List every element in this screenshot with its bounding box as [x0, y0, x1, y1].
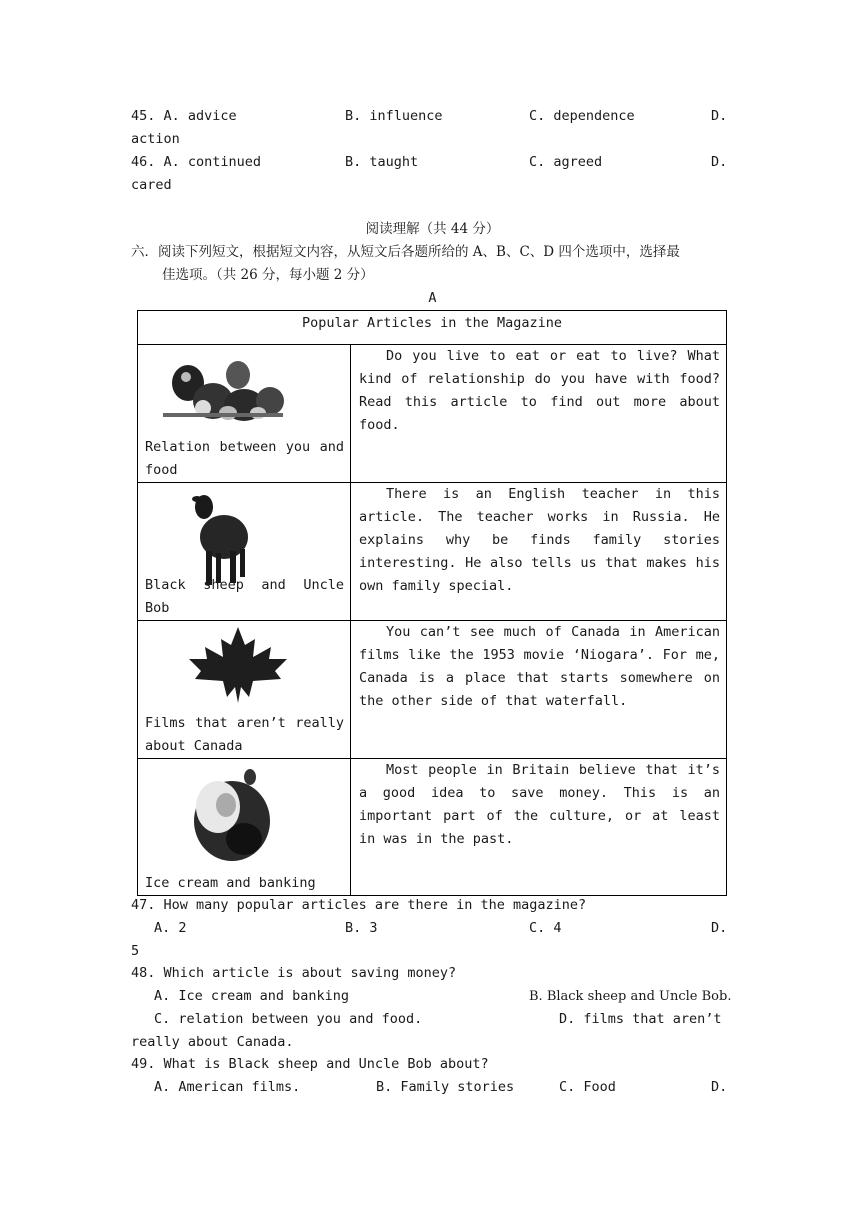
- section-heading: 阅读理解（共 44 分）: [365, 221, 500, 237]
- q46-option-a: 46. A. continued: [131, 154, 262, 170]
- table-row: [138, 759, 727, 896]
- q47-stem: 47. How many popular articles are there in the magazine?: [131, 897, 587, 913]
- part-six-instruction-line2: 佳选项。（共 26 分，每小题 2 分）: [162, 267, 374, 283]
- q49-option-d: D.: [711, 1079, 728, 1095]
- row-description: There is an English teacher in this article. The teacher works in Russia. He explains why be finds family stories interesting. He also tells us that makes his own family special.: [359, 486, 720, 594]
- q47-option-d: D.: [711, 920, 728, 936]
- q49-option-a: A. American films.: [154, 1079, 301, 1095]
- q46-option-d-text: cared: [131, 177, 172, 193]
- row-description: You can’t see much of Canada in American films like the 1953 movie ‘Niogara’. For me, Canada is a place that starts somewhere on the other side of that waterfall.: [359, 624, 720, 709]
- table-row: [138, 621, 727, 759]
- q49-option-c: C. Food: [559, 1079, 616, 1095]
- q48-option-d-text: really about Canada.: [131, 1034, 294, 1050]
- q47-option-a: A. 2: [154, 920, 187, 936]
- q45-option-b: B. influence: [345, 108, 443, 124]
- table-title: Popular Articles in the Magazine: [138, 311, 727, 345]
- q47-option-b: B. 3: [345, 920, 378, 936]
- q48-stem: 48. Which article is about saving money?: [131, 965, 457, 981]
- row-caption: Relation between you and food: [145, 439, 344, 478]
- passage-label: A: [428, 290, 437, 306]
- q48-option-b: B. Black sheep and Uncle Bob.: [529, 989, 732, 1004]
- row-description: Most people in Britain believe that it’s a good idea to save money. This is an important part of the culture, or at least in was in the past.: [359, 762, 720, 847]
- q48-option-c: C. relation between you and food.: [154, 1011, 423, 1027]
- table-row: [138, 483, 727, 621]
- row-caption: Ice cream and banking: [145, 875, 316, 891]
- maple-leaf-image: [183, 625, 293, 705]
- q45-option-d-text: action: [131, 131, 180, 147]
- q49-option-b: B. Family stories: [376, 1079, 515, 1095]
- q48-option-a: A. Ice cream and banking: [154, 988, 350, 1004]
- q46-option-b: B. taught: [345, 154, 419, 170]
- row-caption: Black sheep and Uncle Bob: [145, 577, 344, 616]
- q45-option-d: D.: [711, 108, 728, 124]
- q49-stem: 49. What is Black sheep and Uncle Bob about?: [131, 1056, 489, 1072]
- q45-option-a: 45. A. advice: [131, 108, 237, 124]
- row-description: Do you live to eat or eat to live? What kind of relationship do you have with food? Read this article to find out more about food.: [359, 348, 720, 433]
- table-row: [138, 345, 727, 483]
- part-six-instruction-line1: 六．阅读下列短文，根据短文内容，从短文后各题所给的 A、B、C、D 四个选项中，选择最: [131, 244, 680, 260]
- q46-option-d: D.: [711, 154, 728, 170]
- q47-option-c: C. 4: [529, 920, 562, 936]
- food-image: [158, 353, 288, 431]
- q47-option-d-text: 5: [131, 943, 140, 959]
- magazine-table: [137, 310, 727, 896]
- q46-option-c: C. agreed: [529, 154, 603, 170]
- piggy-bank-image: [188, 767, 278, 867]
- q45-option-c: C. dependence: [529, 108, 635, 124]
- q48-option-d: D. films that aren’t: [559, 1011, 722, 1027]
- row-caption: Films that aren’t really about Canada: [145, 715, 344, 754]
